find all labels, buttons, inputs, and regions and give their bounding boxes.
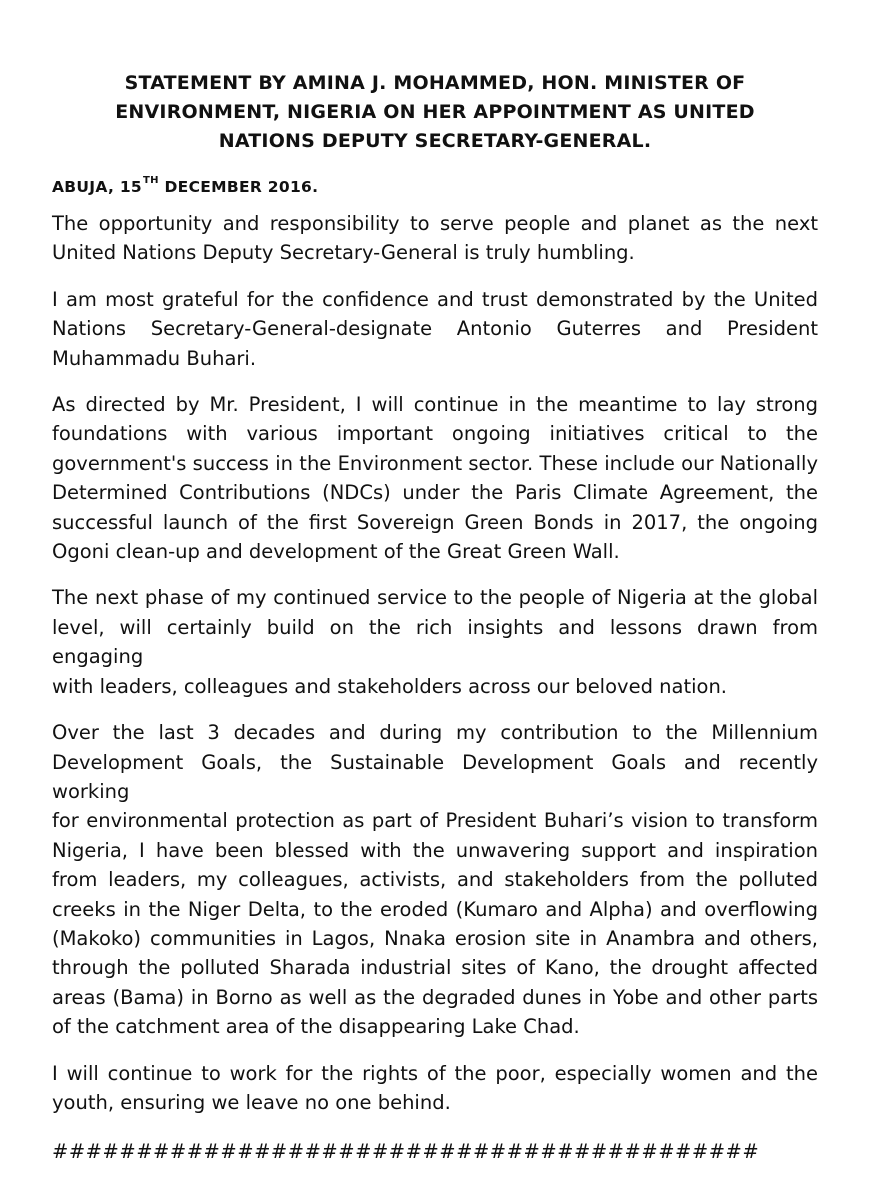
text-line: United Nations Deputy Secretary-General is truly humbling. [52, 241, 635, 265]
text-line: Ogoni clean-up and development of the Great Green Wall. [52, 540, 620, 564]
text-line: Development Goals, the Sustainable Development Goals and recently working [52, 750, 818, 803]
title-line: ENVIRONMENT, NIGERIA ON HER APPOINTMENT AS UNITED [115, 101, 755, 123]
text-line: for environmental protection as part of President Buhari’s vision to transform [52, 809, 818, 833]
statement-title [52, 69, 818, 156]
text-line: I am most grateful for the confidence and trust demonstrated by the United [52, 287, 818, 311]
text-line: As directed by Mr. President, I will continue in the meantime to lay strong [52, 393, 818, 417]
text-line: through the polluted Sharada industrial sites of Kano, the drought affected [52, 956, 818, 980]
text-line: I will continue to work for the rights of the poor, especially women and the [52, 1061, 818, 1085]
text-line: successful launch of the first Sovereign Green Bonds in 2017, the ongoing [52, 510, 818, 534]
title-line: STATEMENT BY AMINA J. MOHAMMED, HON. MINISTER OF [124, 72, 746, 94]
paragraph-3 [52, 390, 818, 566]
text-line: The opportunity and responsibility to serve people and planet as the next [52, 212, 818, 235]
paragraph-6 [52, 1059, 818, 1118]
paragraph-5 [52, 718, 818, 1041]
text-line: Over the last 3 decades and during my contribution to the Millennium [52, 721, 818, 745]
dateline [52, 175, 818, 199]
dateline-place-day: ABUJA, 15 [52, 178, 143, 196]
text-line: level, will certainly build on the rich insights and lessons drawn from engaging [52, 615, 818, 669]
text-line: from leaders, my colleagues, activists, and stakeholders from the polluted [52, 868, 818, 892]
text-line: (Makoko) communities in Lagos, Nnaka erosion site in Anambra and others, [52, 926, 818, 950]
text-line: of the catchment area of the disappearing Lake Chad. [52, 1015, 580, 1039]
text-line: Determined Contributions (NDCs) under the Paris Climate Agreement, the [52, 481, 818, 505]
paragraph-4 [52, 583, 818, 701]
end-marker: ########################################## [52, 1140, 760, 1164]
text-line: Nigeria, I have been blessed with the unwavering support and inspiration [52, 838, 818, 862]
text-line: Muhammadu Buhari. [52, 346, 257, 370]
text-line: with leaders, colleagues and stakeholders across our beloved nation. [52, 674, 728, 698]
text-line: The next phase of my continued service to the people of Nigeria at the global [52, 586, 818, 610]
dateline-ordinal: TH [143, 175, 159, 186]
paragraph-1 [52, 209, 818, 268]
text-line: Nations Secretary-General-designate Antonio Guterres and President [52, 317, 818, 341]
text-line: foundations with various important ongoing initiatives critical to the [52, 422, 818, 446]
paragraph-2 [52, 285, 818, 373]
title-line: NATIONS DEPUTY SECRETARY-GENERAL. [218, 130, 652, 152]
dateline-month-year: DECEMBER 2016. [158, 178, 319, 196]
text-line: areas (Bama) in Borno as well as the degraded dunes in Yobe and other parts [52, 985, 818, 1009]
text-line: creeks in the Niger Delta, to the eroded (Kumaro and Alpha) and overflowing [52, 897, 818, 921]
text-line: youth, ensuring we leave no one behind. [52, 1090, 451, 1114]
text-line: government's success in the Environment sector. These include our Nationally [52, 451, 818, 475]
